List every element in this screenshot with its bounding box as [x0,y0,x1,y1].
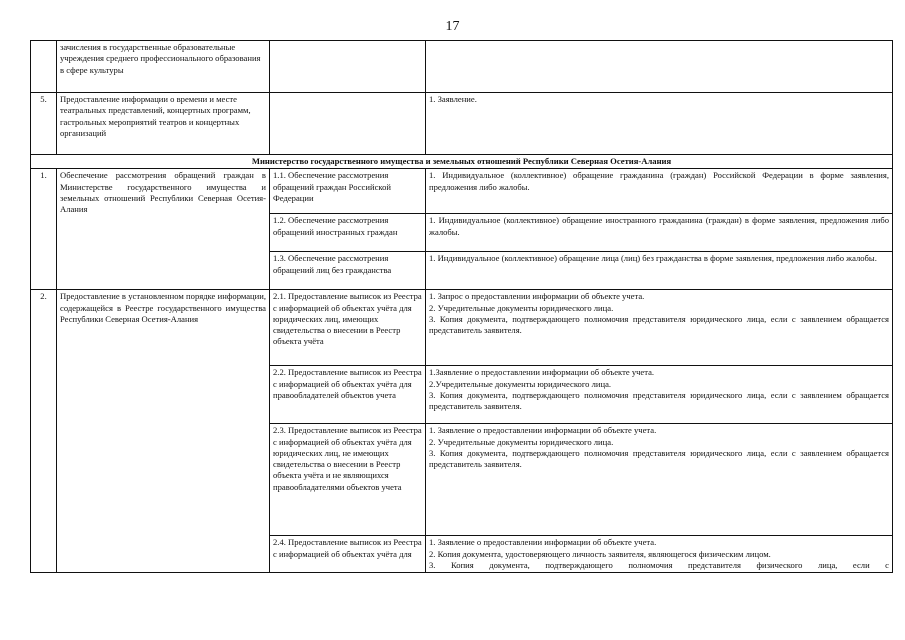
sub-service [270,93,426,155]
document-item: 1. Заявление о предоставлении информации об объекте учета. [429,425,657,436]
document-item: 1. Запрос о предоставлении информации об объекте учета. [429,291,645,302]
service-name: Обеспечение рассмотрения обращений граждан в Министерстве государственного имущества и земельных отношений Республики Северная Осетия-Алания [57,169,270,290]
documents-cell [426,424,893,536]
document-item: 2. Учредительные документы юридического лица. [429,302,614,313]
documents-cell [426,169,893,214]
document-item: 2. Копия документа, удостоверяющего личность заявителя, являющегося физическим лицом. [429,548,771,559]
document-item: 3. Копия документа, подтверждающего полномочия представителя юридического лица, если с заявлением обращается представитель заявителя. [429,389,889,412]
documents-cell [426,536,893,573]
document-item: 1.Заявление о предоставлении информации об объекте учета. [429,367,655,378]
documents-cell [426,366,893,424]
service-name: зачисления в государственные образовательные учреждения среднего профессионального образования в сфере культуры [57,41,270,93]
sub-service [270,41,426,93]
row-number: 2. [31,290,57,573]
documents-cell [426,290,893,366]
documents-cell [426,214,893,252]
document-item: 2.Учредительные документы юридического лица. [429,378,612,389]
document-item: 3. Копия документа, подтверждающего полномочия представителя физического лица, если с [429,559,889,570]
row-number: 1. [31,169,57,290]
section-title: Министерство государственного имущества и земельных отношений Республики Северная Осетия-Алания [31,155,893,169]
sub-service: 2.2. Предоставление выписок из Реестра с информацией об объектах учёта для правообладателей объектов учета [270,366,426,424]
row-number [31,41,57,93]
documents-cell [426,93,893,155]
section-header-row [31,155,893,169]
document-item: 1. Индивидуальное (коллективное) обращение лица (лиц) без гражданства в форме заявления, предложения либо жалобы. [429,253,877,264]
sub-service: 2.1. Предоставление выписок из Реестра с информацией об объектах учёта для юридических лиц, имеющих свидетельства о внесении в Реестр объекта учёта [270,290,426,366]
documents-cell [426,252,893,290]
table-row [31,290,893,366]
document-item: 3. Копия документа, подтверждающего полномочия представителя юридического лица, если с заявлением обращается представитель заявителя. [429,313,889,336]
sub-service: 1.2. Обеспечение рассмотрения обращений иностранных граждан [270,214,426,252]
document-item: 1. Индивидуальное (коллективное) обращение гражданина (граждан) Российской Федерации в форме заявления, предложения либо жалобы. [429,170,889,192]
table-row [31,41,893,93]
page-number: 17 [445,19,460,34]
service-name: Предоставление в установленном порядке информации, содержащейся в Реестре государственного имущества Республики Северная Осетия-Алания [57,290,270,573]
document-item: 2. Учредительные документы юридического лица. [429,436,614,447]
document-item: 1. Заявление о предоставлении информации об объекте учета. [429,537,657,548]
services-table [30,40,893,573]
document-item: 1. Заявление. [429,94,477,104]
sub-service: 1.1. Обеспечение рассмотрения обращений граждан Российской Федерации [270,169,426,214]
sub-service: 1.3. Обеспечение рассмотрения обращений лиц без гражданства [270,252,426,290]
table-row [31,169,893,214]
row-number: 5. [31,93,57,155]
documents-cell [426,41,893,93]
table-row [31,93,893,155]
sub-service: 2.3. Предоставление выписок из Реестра с информацией об объектах учёта для юридических лиц, не имеющих свидетельства о внесении в Реестр объекта учёта и не являющихся правообладателями объектов учета [270,424,426,536]
document-item: 3. Копия документа, подтверждающего полномочия представителя юридического лица, если с заявлением обращается представитель заявителя. [429,447,889,470]
document-item: 1. Индивидуальное (коллективное) обращение иностранного гражданина (граждан) в форме заявления, предложения либо жалобы. [429,215,889,237]
service-name: Предоставление информации о времени и месте театральных представлений, концертных программ, гастрольных мероприятий театров и концертных организаций [57,93,270,155]
sub-service: 2.4. Предоставление выписок из Реестра с информацией об объектах учёта для [270,536,426,573]
